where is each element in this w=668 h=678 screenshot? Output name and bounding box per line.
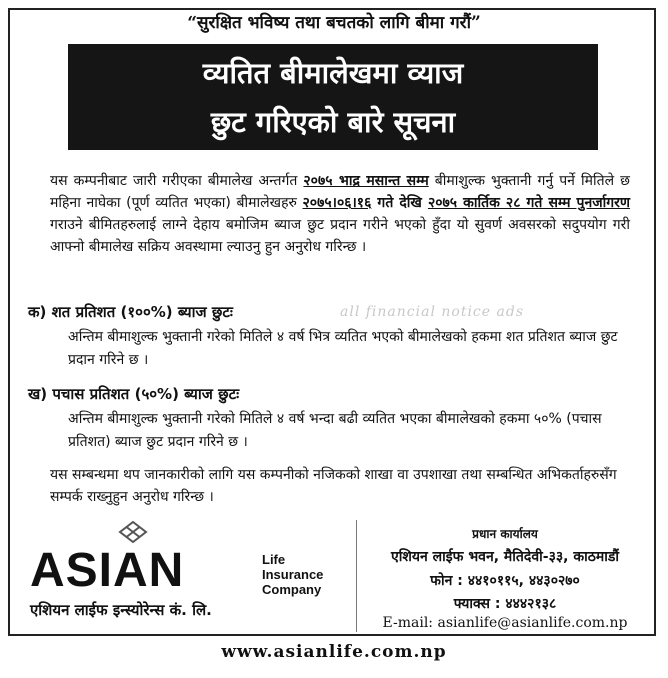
- title-banner: [68, 44, 598, 150]
- company-logo-text: ASIAN: [30, 544, 185, 597]
- tagline: “सुरक्षित भविष्य तथा बचतको लागि बीमा गरौं”: [187, 13, 481, 33]
- section-b-heading: ख) पचास प्रतिशत (५०%) ब्याज छुटः: [28, 385, 240, 403]
- intro-text-2: बीमाशुल्क भुक्तानी गर्नु पर्ने मितिले छ महिना नाघेका (पूर्ण व्यतित भएका) बीमालेखहरु: [50, 173, 630, 211]
- office-label: प्रधान कार्यालय: [472, 527, 538, 541]
- section-b-body: अन्तिम बीमाशुल्क भुक्तानी गरेको मितिले ४ वर्ष भन्दा बढी व्यतित भएका बीमालेखको हकमा ५०% (पचास प्रतिशत) ब्याज छुट प्रदान गरिने छ ।: [68, 411, 602, 450]
- company-logo-subtext: [262, 552, 323, 597]
- section-a-heading: क) शत प्रतिशत (१००%) ब्याज छुटः: [28, 303, 233, 321]
- intro-paragraph: [50, 170, 630, 258]
- intro-from: गते देखि: [371, 195, 428, 211]
- intro-text-1: यस कम्पनीबाट जारी गरीएका बीमालेख अन्तर्गत: [50, 173, 304, 189]
- divider: [356, 520, 357, 632]
- section-a-body: अन्तिम बीमाशुल्क भुक्तानी गरेको मितिले ४ वर्ष भित्र व्यतित भएको बीमालेखको हकमा शत प्रतिशत ब्याज छुट प्रदान गरिने छ ।: [68, 329, 618, 368]
- watermark: all financial notice ads: [340, 304, 525, 320]
- endless-knot-icon: [118, 520, 148, 544]
- logo-company: Company: [262, 582, 322, 597]
- closing-paragraph: यस सम्बन्धमा थप जानकारीको लागि यस कम्पनीको नजिकको शाखा वा उपशाखा तथा सम्बन्धित अभिकर्ताहरुसँग सम्पर्क राख्नुहुन अनुरोध गरिन्छ ।: [50, 467, 617, 505]
- office-phone: फोन : ४४१०११५, ४४३०२७०: [430, 573, 580, 589]
- title-line-1: व्यतित बीमालेखमा व्याज: [202, 56, 464, 90]
- office-email[interactable]: E-mail: asianlife@asianlife.com.np: [382, 615, 628, 631]
- intro-end-date: २०७५ कार्तिक २८ गते सम्म पुनर्जागरण: [427, 195, 630, 211]
- title-line-2: छुट गरिएको बारे सूचना: [210, 105, 456, 139]
- company-name-nepali: एशियन लाईफ इन्स्योरेन्स कं. लि.: [30, 601, 212, 619]
- office-address: एशियन लाईफ भवन, मैतिदेवी-३३, काठमाडौं: [391, 549, 619, 565]
- office-fax: फ्याक्स : ४४४२१३८: [453, 596, 557, 612]
- logo-insurance: Insurance: [262, 567, 324, 582]
- intro-start-date: २०७५।०६।१६: [302, 195, 372, 211]
- intro-deadline: २०७५ भाद्र मसान्त सम्म: [303, 173, 429, 189]
- intro-text-3: गराउने बीमितहरुलाई लाग्ने देहाय बमोजिम ब्याज छुट प्रदान गरीने भएको हुँदा यो सुवर्ण अवसरको सदुपयोग गरी आफ्नो बीमालेख सक्रिय अवस्थामा ल्याउनु हुन अनुरोध गरिन्छ ।: [50, 217, 630, 255]
- website-link[interactable]: www.asianlife.com.np: [221, 642, 447, 662]
- logo-life: Life: [262, 552, 286, 567]
